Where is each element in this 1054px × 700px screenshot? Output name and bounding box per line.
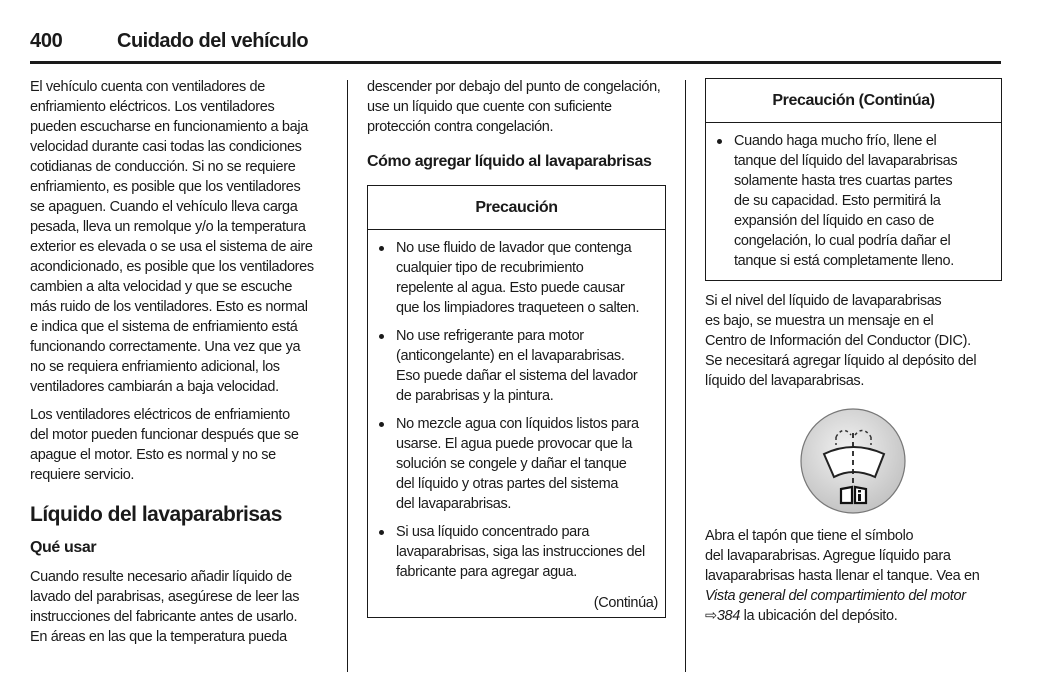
text-line: tanque si está completamente lleno. bbox=[734, 253, 954, 269]
caution-title: Precaución (Continúa) bbox=[706, 79, 1001, 123]
text-line: ventiladores cambiarán a baja velocidad. bbox=[30, 379, 279, 395]
caution-box-continued bbox=[705, 78, 1002, 281]
text-line: enfriamiento, es posible que los ventiladores bbox=[30, 179, 301, 195]
text-line: líquido del lavaparabrisas. bbox=[705, 373, 865, 389]
text-line: de su capacidad. Esto permitirá la bbox=[734, 193, 941, 209]
caution-bullet bbox=[368, 414, 665, 514]
text-line: solución se congele y dañar el tanque bbox=[396, 456, 627, 472]
text-line: fabricante para agregar agua. bbox=[396, 564, 577, 580]
text-line: En áreas en las que la temperatura pueda bbox=[30, 629, 287, 645]
bullet-icon bbox=[379, 530, 384, 535]
text-line: Cuando haga mucho frío, llene el bbox=[734, 133, 937, 149]
text-line: del líquido y otras partes del sistema bbox=[396, 476, 619, 492]
reference-page[interactable]: 384 bbox=[716, 608, 740, 624]
text-line: cotidianas de conducción. Si no se requiere bbox=[30, 159, 296, 175]
text-line: e indica que el sistema de enfriamiento está bbox=[30, 319, 298, 335]
text-line: requiere servicio. bbox=[30, 467, 135, 483]
text-line: que los limpiadores traqueteen o salten. bbox=[396, 300, 640, 316]
caution-bullets bbox=[368, 230, 665, 582]
text-line: Si usa líquido concentrado para bbox=[396, 524, 590, 540]
subheading: Qué usar bbox=[30, 539, 97, 556]
text-line: enfriamiento eléctricos. Los ventiladores bbox=[30, 99, 275, 115]
caution-bullet bbox=[368, 326, 665, 406]
header-rule bbox=[30, 61, 1001, 64]
paragraph-cooling-fans bbox=[30, 77, 340, 397]
text-line: de parabrisas y la pintura. bbox=[396, 388, 554, 404]
text-line: Los ventiladores eléctricos de enfriamiento bbox=[30, 407, 290, 423]
text-line: protección contra congelación. bbox=[367, 119, 554, 135]
caution-title: Precaución bbox=[368, 186, 665, 230]
text-line: expansión del líquido en caso de bbox=[734, 213, 935, 229]
text-line: No mezcle agua con líquidos listos para bbox=[396, 416, 639, 432]
text-line: Abra el tapón que tiene el símbolo bbox=[705, 528, 914, 544]
text-line: exterior es elevada o se usa el sistema de aire bbox=[30, 239, 313, 255]
caution-bullet bbox=[368, 238, 665, 318]
text-line: cualquier tipo de recubrimiento bbox=[396, 260, 584, 276]
text-line: instrucciones del fabricante antes de usarlo. bbox=[30, 609, 298, 625]
text-line: no se requiera enfriamiento adicional, los bbox=[30, 359, 280, 375]
text-line: más ruido de los ventiladores. Esto es normal bbox=[30, 299, 308, 315]
text-line: pueden escucharse en funcionamiento a baja bbox=[30, 119, 308, 135]
caution-box bbox=[367, 185, 666, 618]
text-line: Si el nivel del líquido de lavaparabrisas bbox=[705, 293, 942, 309]
text-line: Cuando resulte necesario añadir líquido de bbox=[30, 569, 292, 585]
text-line: usarse. El agua puede provocar que la bbox=[396, 436, 633, 452]
text-line: Eso puede dañar el sistema del lavador bbox=[396, 368, 638, 384]
text-line: velocidad durante casi todas las condiciones bbox=[30, 139, 302, 155]
reference-link[interactable]: Vista general del compartimiento del motor bbox=[705, 588, 966, 604]
text-line: del lavaparabrisas. Agregue líquido para bbox=[705, 548, 951, 564]
column-divider bbox=[685, 80, 686, 672]
text-line: congelación, lo cual podría dañar el bbox=[734, 233, 951, 249]
washer-fluid-symbol-icon bbox=[799, 407, 907, 520]
caution-bullet bbox=[368, 522, 665, 582]
text-line: Se necesitará agregar líquido al depósito del bbox=[705, 353, 977, 369]
text-line: pesada, lleva un remolque y/o la temperatura bbox=[30, 219, 306, 235]
caution-bullet bbox=[706, 131, 1001, 271]
arrow-right-icon: ⇨ bbox=[705, 608, 717, 624]
reference-tail: la ubicación del depósito. bbox=[739, 608, 898, 624]
column-divider bbox=[347, 80, 348, 672]
text-line: tanque del líquido del lavaparabrisas bbox=[734, 153, 958, 169]
text-line: (anticongelante) en el lavaparabrisas. bbox=[396, 348, 625, 364]
text-line: lavaparabrisas hasta llenar el tanque. Vea en bbox=[705, 568, 980, 584]
text-line: funcionando correctamente. Una vez que ya bbox=[30, 339, 301, 355]
bullet-icon bbox=[379, 422, 384, 427]
continues-label: (Continúa) bbox=[593, 595, 658, 611]
page-number: 400 bbox=[30, 30, 63, 52]
text-line: lavado del parabrisas, asegúrese de leer las bbox=[30, 589, 300, 605]
text-line: repelente al agua. Esto puede causar bbox=[396, 280, 625, 296]
text-line: lavaparabrisas, siga las instrucciones del bbox=[396, 544, 645, 560]
section-title: Cuidado del vehículo bbox=[117, 30, 309, 52]
bullet-icon bbox=[379, 334, 384, 339]
caution-bullets bbox=[706, 123, 1001, 271]
text-line: del lavaparabrisas. bbox=[396, 496, 512, 512]
subheading: Cómo agregar líquido al lavaparabrisas bbox=[367, 153, 652, 170]
text-line: apague el motor. Esto es normal y no se bbox=[30, 447, 276, 463]
text-line: cambien a alta velocidad y que se escuche bbox=[30, 279, 293, 295]
bullet-icon bbox=[717, 139, 722, 144]
text-line: del motor pueden funcionar después que se bbox=[30, 427, 299, 443]
text-line: se apaguen. Cuando el vehículo lleva carga bbox=[30, 199, 298, 215]
paragraph-add-fluid bbox=[705, 526, 1005, 586]
reference-line bbox=[705, 606, 897, 626]
paragraph-what-to-use bbox=[30, 567, 340, 647]
text-line: acondicionado, es posible que los ventiladores bbox=[30, 259, 314, 275]
paragraph-fans-after-engine-off bbox=[30, 405, 340, 485]
bullet-icon bbox=[379, 246, 384, 251]
text-line: descender por debajo del punto de congelación, bbox=[367, 79, 661, 95]
paragraph-antifreeze bbox=[367, 77, 667, 137]
section-heading: Líquido del lavaparabrisas bbox=[30, 503, 282, 526]
text-line: Centro de Información del Conductor (DIC). bbox=[705, 333, 971, 349]
paragraph-low-level-message bbox=[705, 291, 1005, 391]
text-line: es bajo, se muestra un mensaje en el bbox=[705, 313, 934, 329]
text-line: No use refrigerante para motor bbox=[396, 328, 584, 344]
text-line: use un líquido que cuente con suficiente bbox=[367, 99, 612, 115]
text-line: No use fluido de lavador que contenga bbox=[396, 240, 632, 256]
text-line: El vehículo cuenta con ventiladores de bbox=[30, 79, 265, 95]
text-line: solamente hasta tres cuartas partes bbox=[734, 173, 953, 189]
